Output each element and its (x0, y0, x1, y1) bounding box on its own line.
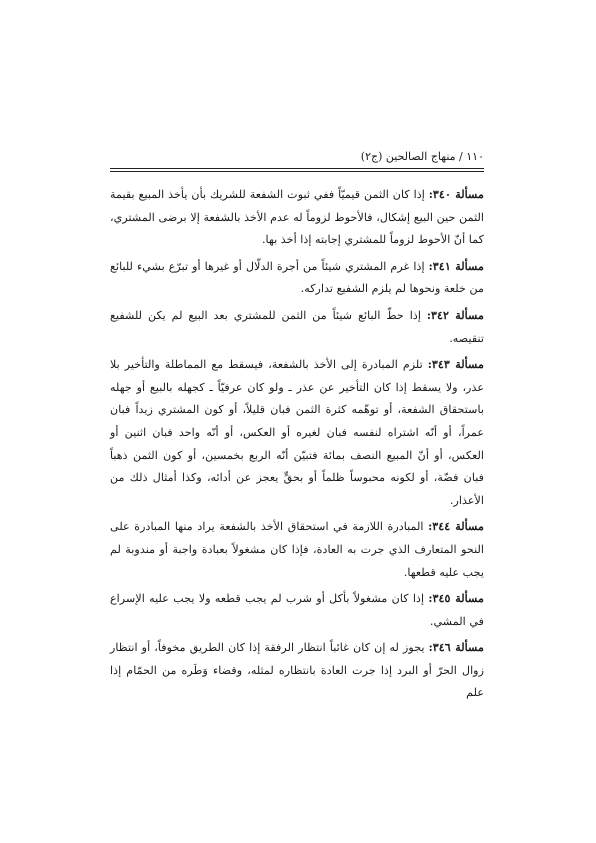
paragraph-text: يجوز له إن كان غائباً انتظار الرفقة إذا كان الطريق مخوفاً، أو انتظار زوال الحرّ أو البرد إذا جرت العادة بانتظاره لمثله، وقضاء وَطَره من الحمّام إذا علم (110, 641, 484, 700)
issue-label: مسألة ٣٤٤: (428, 519, 484, 534)
issue-label: مسألة ٣٤٢: (426, 307, 484, 322)
header-rule (110, 168, 484, 169)
issue-label: مسألة ٣٤١: (428, 258, 484, 273)
paragraph-text: إذا كان مشغولاً بأكل أو شرب لم يجب قطعه ولا يجب عليه الإسراع في المشي. (110, 592, 484, 628)
paragraph-345 (110, 587, 484, 633)
paragraph-text: إذا كان الثمن قيميّاً ففي ثبوت الشفعة للشريك بأن يأخذ المبيع بقيمة الثمن حين البيع إشكال، فالأحوط لزوماً له عدم الأخذ بالشفعة إلا برضى المشتري، كما أنّ الأحوط لزوماً للمشتري إجابته إذا أخذ بها. (110, 188, 484, 247)
issue-label: مسألة ٣٤٣: (427, 357, 485, 372)
header-rule-thin (110, 171, 484, 172)
running-header: ١١٠ / منهاج الصالحين (ج٢) (360, 150, 484, 163)
page-body (110, 183, 484, 708)
paragraph-343 (110, 353, 484, 512)
paragraph-346 (110, 636, 484, 705)
paragraph-text: المبادرة اللازمة في استحقاق الأخذ بالشفعة يراد منها المبادرة على النحو المتعارف الذي جرت به العادة، فإذا كان مشغولاً بعبادة واجبة أو مندوبة لم يجب عليه قطعها. (110, 520, 484, 579)
paragraph-text: إذا غرم المشتري شيئاً من أجرة الدلّال أو غيرها أو تبرّع بشيء للبائع من خلعة ونحوها لم يلزم الشفيع تداركه. (110, 259, 484, 296)
paragraph-342 (110, 304, 484, 350)
issue-label: مسألة ٣٤٥: (428, 591, 484, 606)
paragraph-344 (110, 515, 484, 584)
paragraph-340 (110, 183, 484, 252)
issue-label: مسألة ٣٤٦: (428, 640, 484, 655)
paragraph-text: تلزم المبادرة إلى الأخذ بالشفعة، فيسقط مع المماطلة والتأخير بلا عذر، ولا يسقط إذا كان التأخير عن عذر ـ ولو كان عرفيّاً ـ كجهله بالبيع أو جهله باستحقاق الشفعة، أو توهّمه كثرة الثمن فبان قليلاً، أو كون المشتري زيداً فبان عمراً، أو أنّه اشتراه لنفسه فبان لغيره أو العكس، أو أنّه واحد فبان اثنين أو العكس، أو أنّ المبيع النصف بمائة فتبيّن أنّه الربع بخمسين، أو كون الثمن ذهباً فبان فضّة، أو لكونه محبوساً ظلماً أو بحقٍّ يعجز عن أدائه، وكذا أمثال ذلك من الأعذار. (110, 358, 484, 507)
paragraph-text: إذا حطّ البائع شيئاً من الثمن للمشتري بعد البيع لم يكن للشفيع تنقيصه. (110, 308, 484, 345)
issue-label: مسألة ٣٤٠: (428, 187, 484, 201)
paragraph-341 (110, 255, 484, 301)
